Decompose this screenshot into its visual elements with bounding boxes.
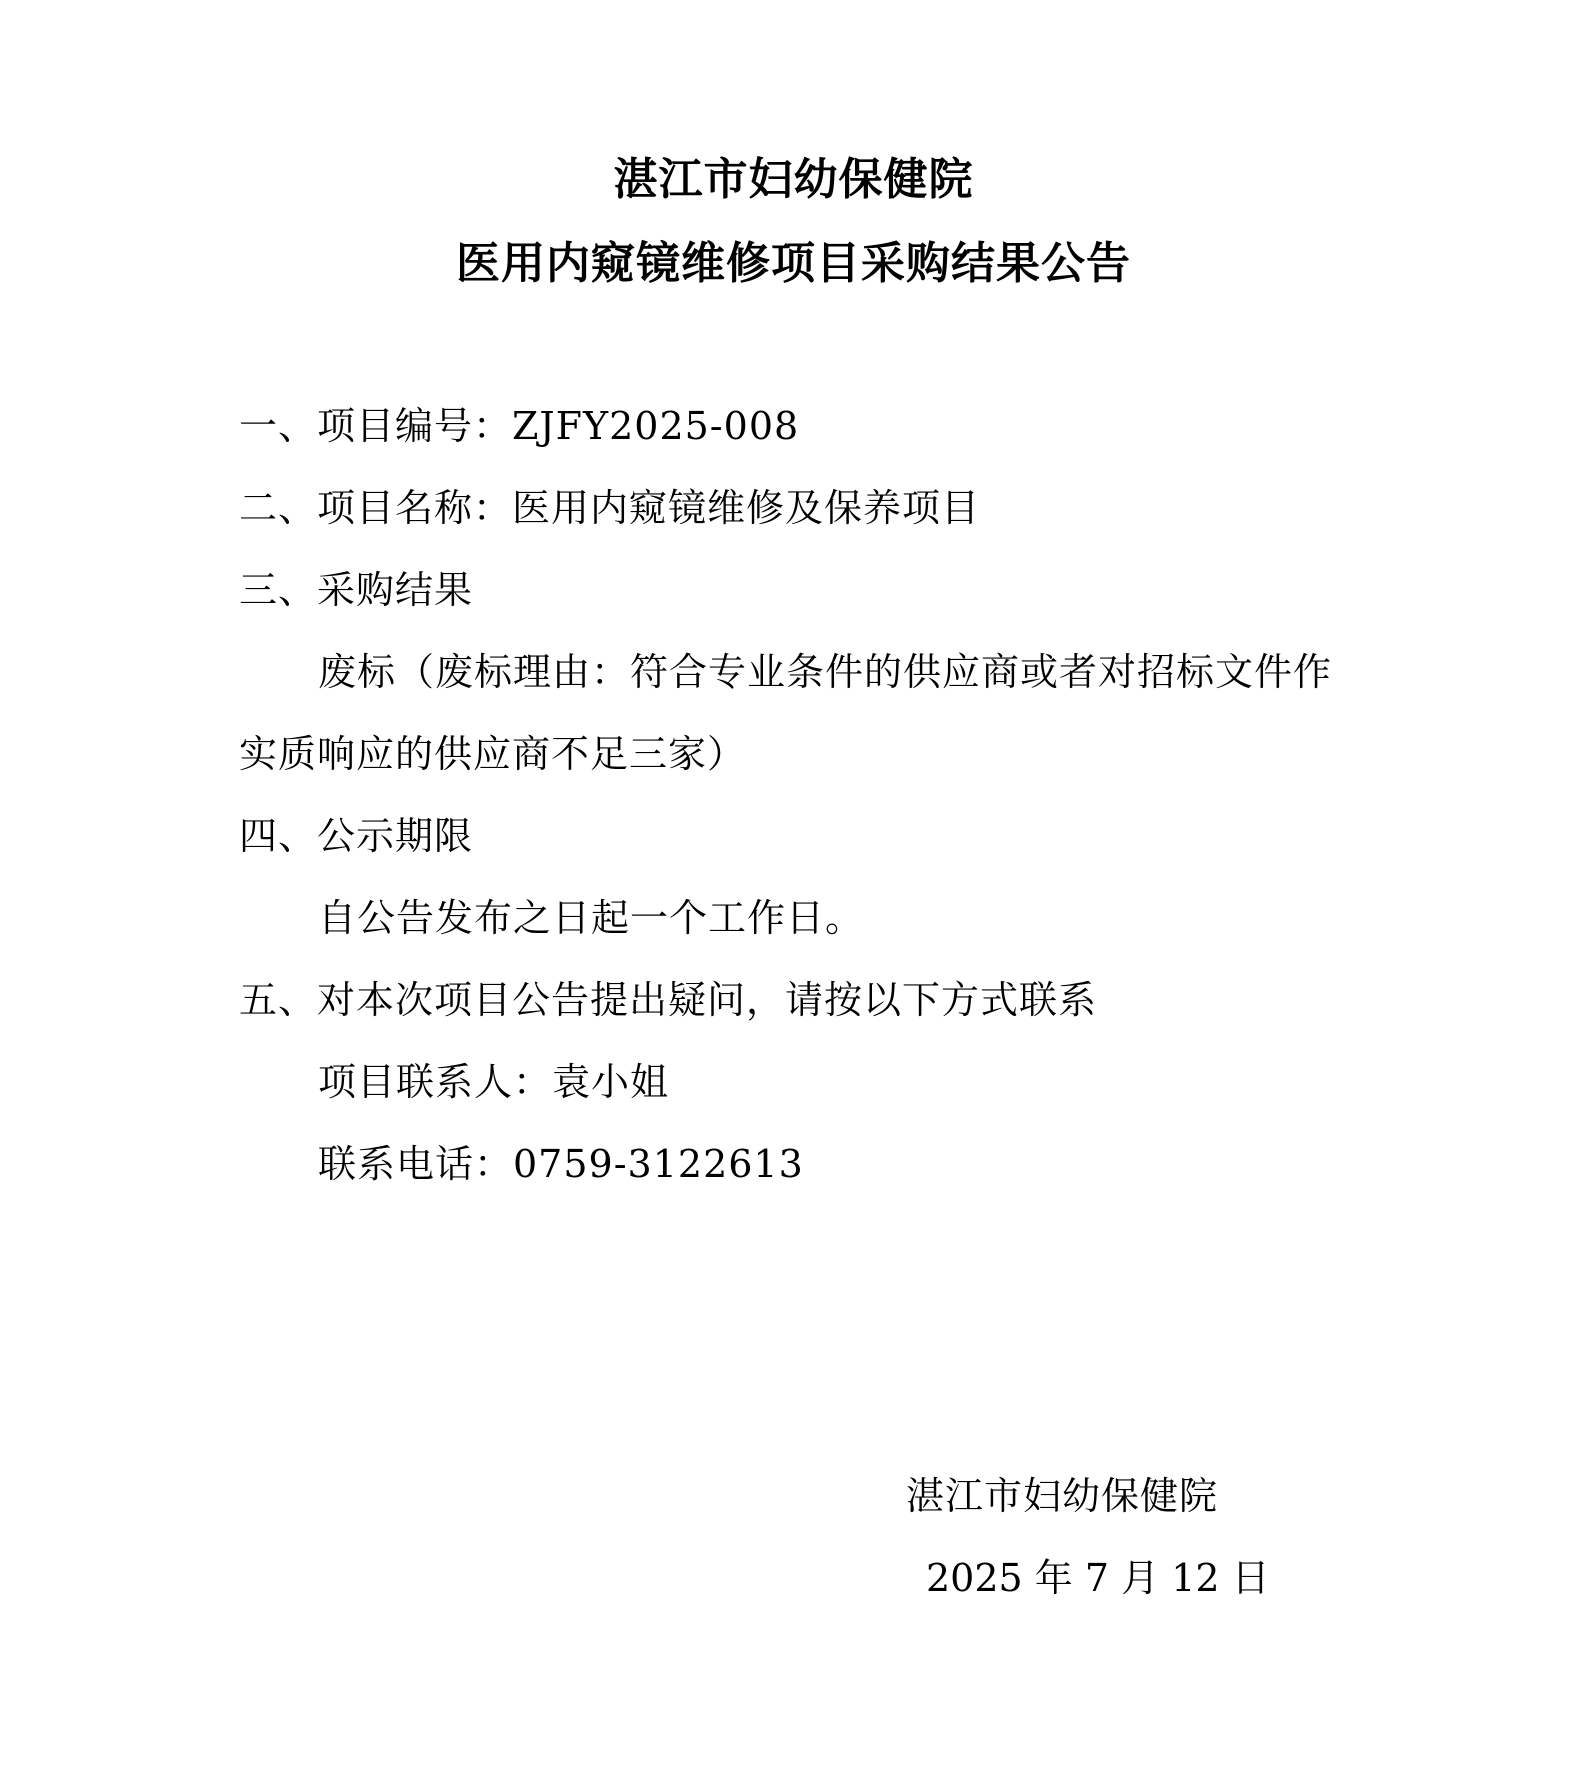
project-name: 二、项目名称：医用内窥镜维修及保养项目 bbox=[239, 486, 981, 530]
project-number: 一、项目编号：ZJFY2025-008 bbox=[239, 404, 800, 448]
contact-person: 项目联系人：袁小姐 bbox=[318, 1060, 670, 1104]
announcement-period-text: 自公告发布之日起一个工作日。 bbox=[318, 896, 865, 940]
section-procurement-result: 三、采购结果 bbox=[239, 568, 474, 612]
result-text-line2: 实质响应的供应商不足三家） bbox=[239, 732, 747, 776]
document-title-line2: 医用内窥镜维修项目采购结果公告 bbox=[456, 238, 1131, 289]
signature-date: 2025 年 7 月 12 日 bbox=[926, 1556, 1270, 1600]
result-text-line1: 废标（废标理由：符合专业条件的供应商或者对招标文件作 bbox=[318, 650, 1333, 694]
section-announcement-period: 四、公示期限 bbox=[239, 814, 474, 858]
section-contact: 五、对本次项目公告提出疑问，请按以下方式联系 bbox=[239, 978, 1098, 1022]
document-title-line1: 湛江市妇幼保健院 bbox=[613, 154, 974, 205]
contact-phone: 联系电话：0759-3122613 bbox=[318, 1142, 804, 1186]
signature-organization: 湛江市妇幼保健院 bbox=[906, 1474, 1219, 1518]
